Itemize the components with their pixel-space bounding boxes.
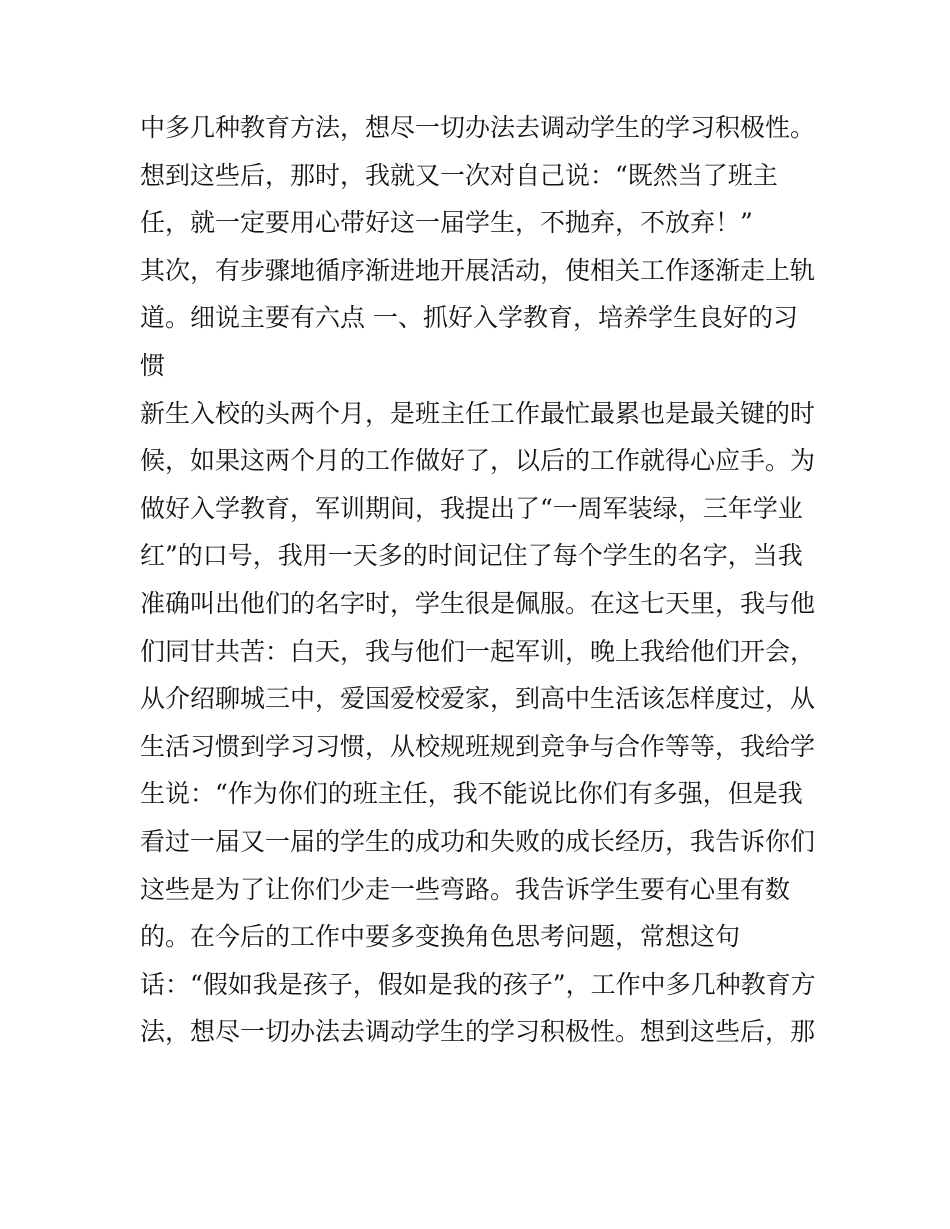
body-text [140,104,820,1056]
text-line: 看过一届又一届的学生的成功和失败的成长经历，我告诉你们 [140,826,816,856]
text-line: 候，如果这两个月的工作做好了，以后的工作就得心应手。为 [140,446,816,476]
text-line: 从介绍聊城三中，爱国爱校爱家，到高中生活该怎样度过，从 [140,684,816,714]
text-line: 想到这些后，那时，我就又一次对自己说：“既然当了班主 [140,160,778,190]
text-line: 做好入学教育，军训期间，我提出了“一周军装绿，三年学业 [140,493,803,523]
text-line: 生活习惯到学习习惯，从校规班规到竞争与合作等等，我给学 [140,731,816,761]
text-line: 法，想尽一切办法去调动学生的学习积极性。想到这些后，那 [140,1017,816,1047]
text-line: 生说：“作为你们的班主任，我不能说比你们有多强，但是我 [140,779,803,809]
text-line: 任，就一定要用心带好这一届学生，不抛弃，不放弃！” [140,208,753,238]
text-line: 惯 [140,350,166,380]
text-line: 中多几种教育方法，想尽一切办法去调动学生的学习积极性。 [140,113,816,142]
text-line: 的。在今后的工作中要多变换角色思考问题，常想这句 [140,922,741,952]
text-line: 新生入校的头两个月，是班主任工作最忙最累也是最关键的时 [140,398,816,428]
text-line: 红”的口号，我用一天多的时间记住了每个学生的名字，当我 [140,541,803,571]
text-line: 们同甘共苦：白天，我与他们一起军训，晚上我给他们开会， [140,636,816,666]
text-line: 准确叫出他们的名字时，学生很是佩服。在这七天里，我与他 [140,588,816,618]
text-line: 道。细说主要有六点 一、抓好入学教育，培养学生良好的习 [140,303,798,333]
text-line: 这些是为了让你们少走一些弯路。我告诉学生要有心里有数 [140,874,791,904]
text-line: 话：“假如我是孩子，假如是我的孩子”，工作中多几种教育方 [140,969,816,999]
text-line: 其次，有步骤地循序渐进地开展活动，使相关工作逐渐走上轨 [140,255,816,285]
